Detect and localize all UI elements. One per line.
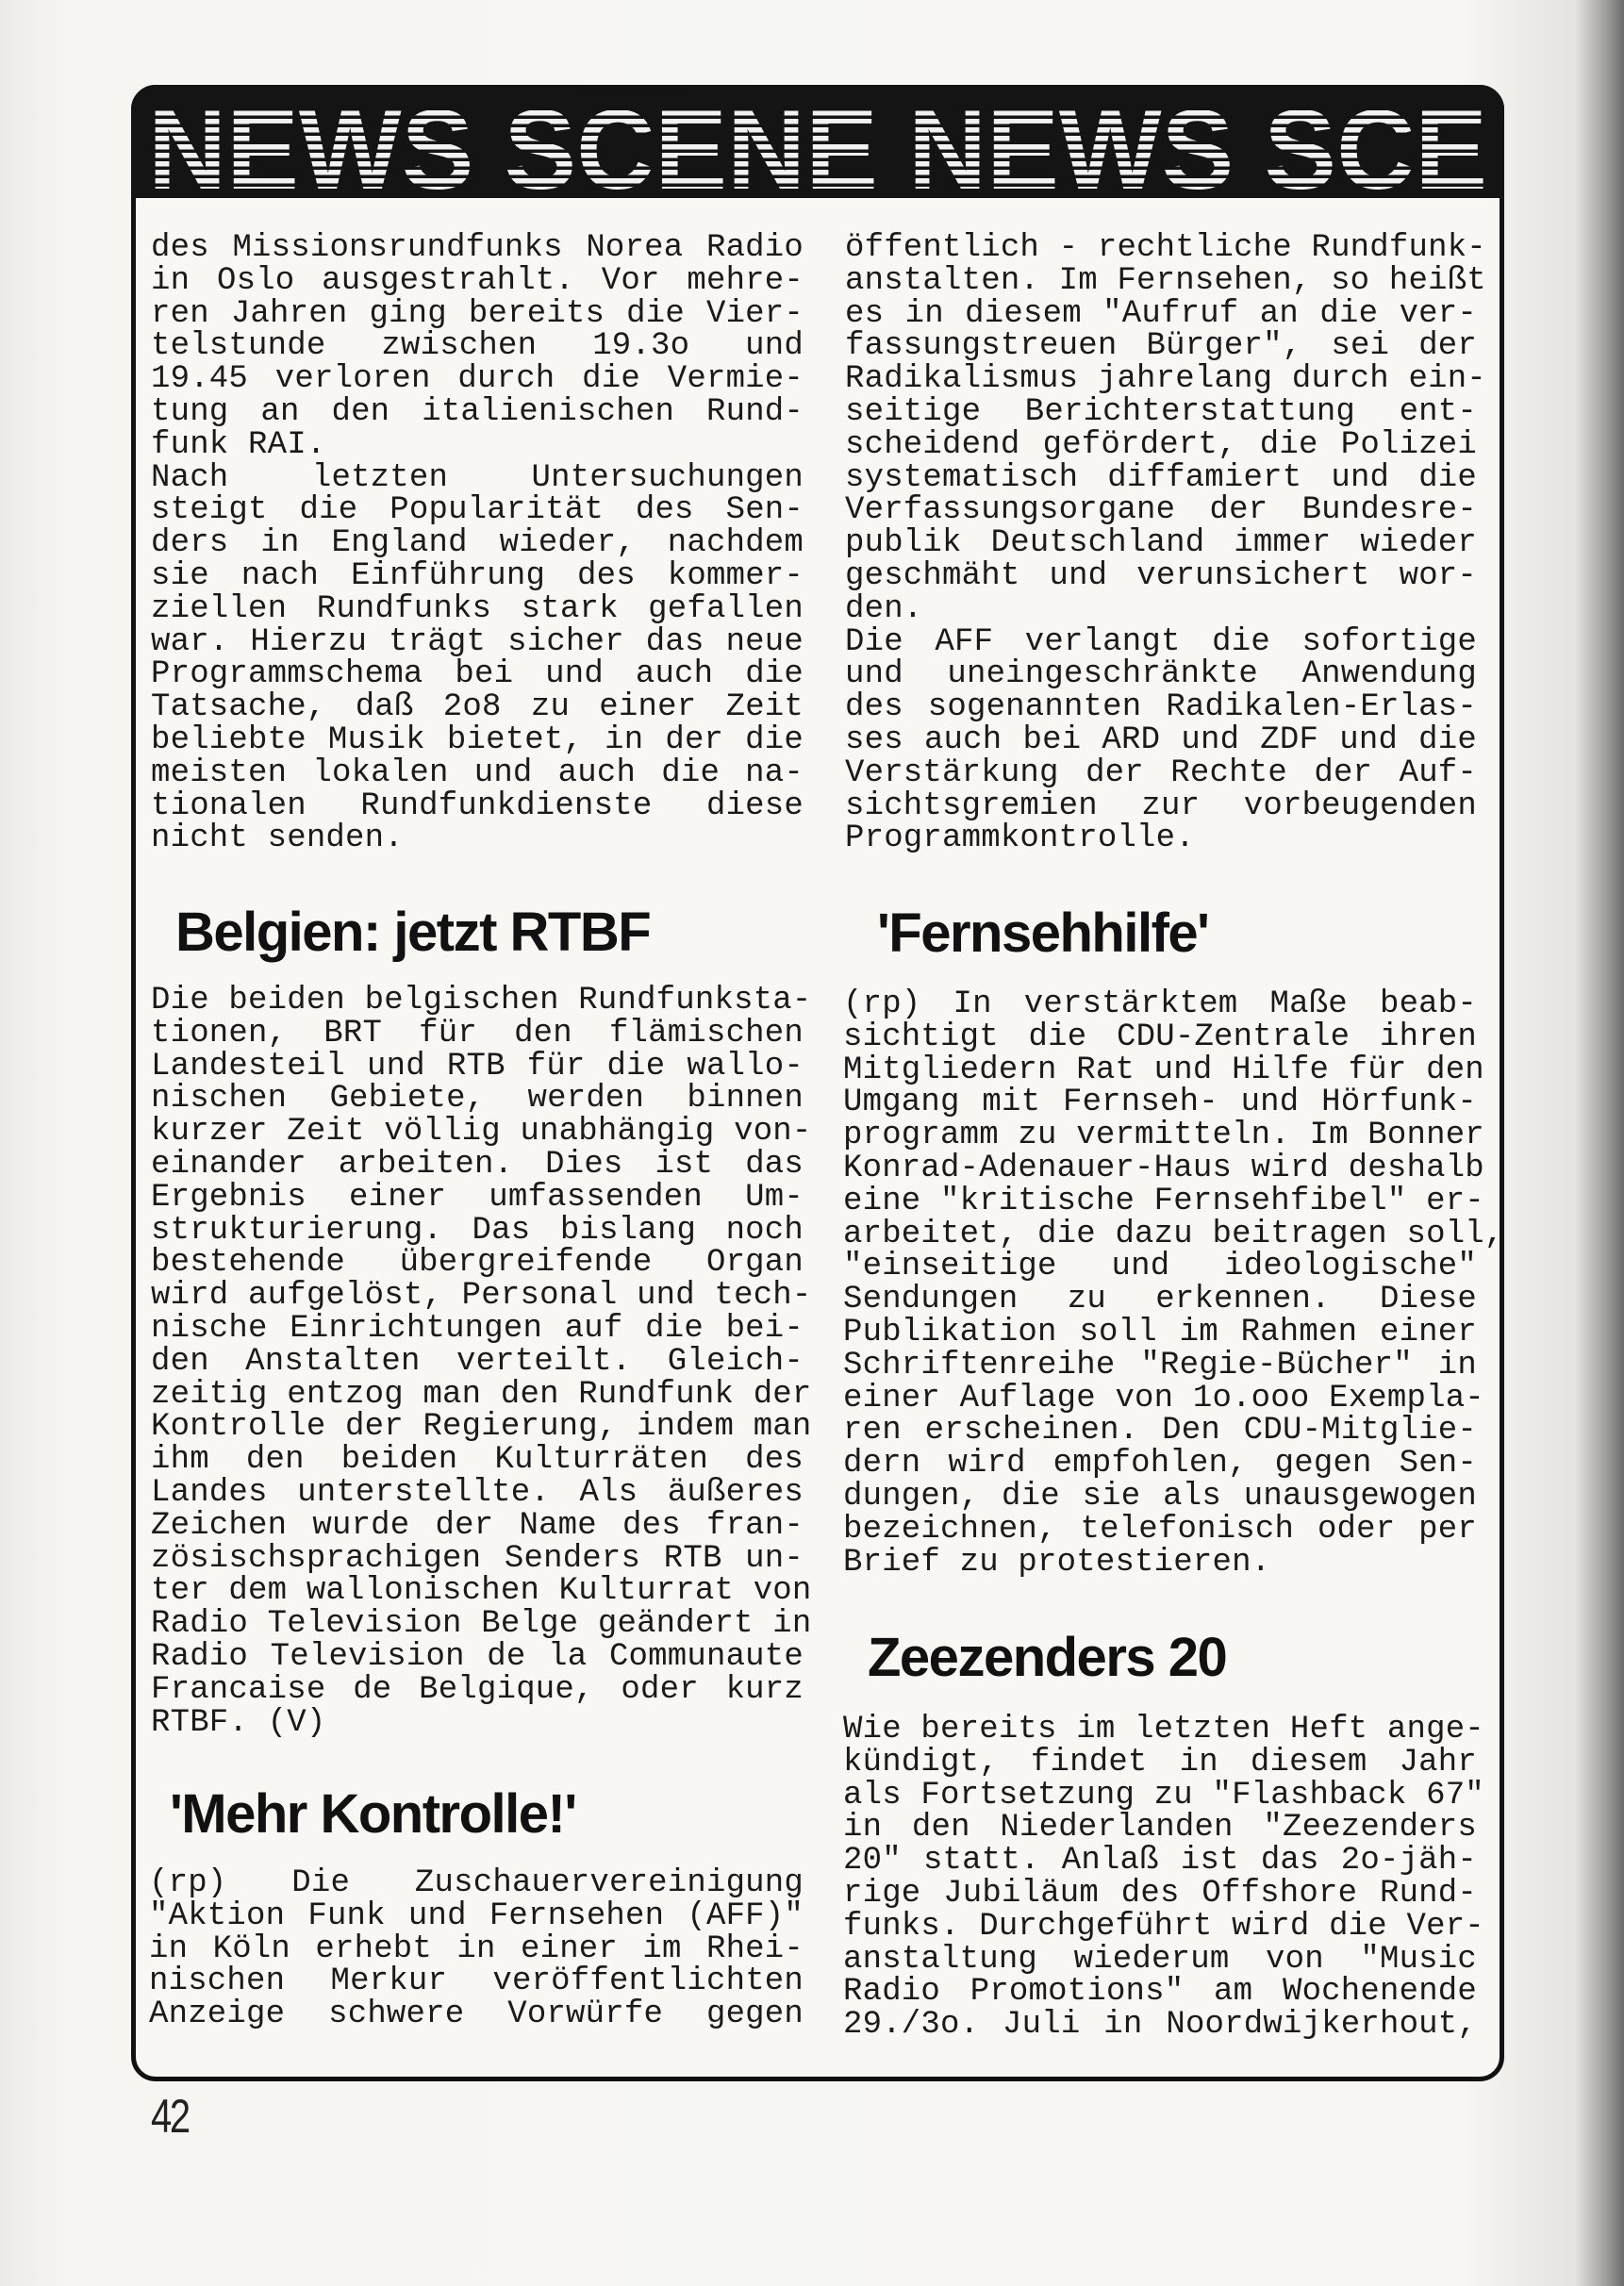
article-zeezenders-body — [843, 1712, 1484, 2044]
text-line: funk RAI. — [151, 426, 326, 463]
text-line: funks. Durchgeführt wird die Ver- — [843, 1908, 1484, 1945]
heading-belgien: Belgien: jetzt RTBF — [175, 902, 651, 963]
text-line: Sendungen zu erkennen. Diese — [843, 1282, 1477, 1318]
text-line: Zeichen wurde der Name des fran- — [151, 1507, 804, 1544]
text-line: in Oslo ausgestrahlt. Vor mehre- — [151, 262, 804, 299]
news-scene-banner — [131, 85, 1504, 198]
heading-zeezenders: Zeezenders 20 — [868, 1627, 1227, 1688]
text-line: ren Jahren ging bereits die Vier- — [151, 295, 804, 332]
text-line: seitige Berichterstattung ent- — [845, 393, 1477, 430]
text-line: einander arbeiten. Dies ist das — [151, 1146, 804, 1183]
text-line: Kontrolle der Regierung, indem man — [151, 1409, 812, 1446]
text-line: wird aufgelöst, Personal und tech- — [151, 1278, 812, 1315]
heading-mehr-kontrolle: 'Mehr Kontrolle!' — [170, 1783, 576, 1845]
article-mehr-kontrolle-body — [149, 1867, 804, 2031]
text-line: zösischsprachigen Senders RTB un- — [151, 1540, 804, 1577]
text-line: programm zu vermitteln. Im Bonner — [843, 1118, 1484, 1154]
text-line: einer Auflage von 1o.ooo Exempla- — [843, 1380, 1484, 1416]
text-line: ren erscheinen. Den CDU-Mitglie- — [843, 1413, 1477, 1449]
text-line: und uneingeschränkte Anwendung — [845, 656, 1477, 693]
text-line: Wie bereits im letzten Heft ange- — [843, 1712, 1484, 1748]
text-line: publik Deutschland immer wieder — [845, 525, 1477, 562]
text-line: sie nach Einführung des kommer- — [151, 557, 804, 594]
text-line: "Aktion Funk und Fernsehen (AFF)" — [149, 1897, 804, 1934]
text-line: es in diesem "Aufruf an die ver- — [845, 295, 1477, 332]
text-line: in den Niederlanden "Zeezenders — [843, 1810, 1477, 1847]
text-line: (rp) Die Zuschauervereinigung — [149, 1865, 804, 1901]
text-line: sichtsgremien zur vorbeugenden — [845, 787, 1477, 824]
text-line: Die AFF verlangt die sofortige — [845, 623, 1477, 660]
text-line: rige Jubiläum des Offshore Rund- — [843, 1875, 1477, 1912]
text-line: sichtigt die CDU-Zentrale ihren — [843, 1019, 1477, 1055]
page-number: 42 — [151, 2090, 189, 2143]
text-line: bestehende übergreifende Organ — [151, 1245, 804, 1282]
text-line: den Anstalten verteilt. Gleich- — [151, 1343, 804, 1380]
text-line: Anzeige schwere Vorwürfe gegen — [149, 1996, 804, 2033]
text-line: den. — [845, 590, 923, 627]
text-line: ter dem wallonischen Kulturrat von — [151, 1573, 812, 1610]
text-line: als Fortsetzung zu "Flashback 67" — [843, 1777, 1484, 1814]
text-line: arbeitet, die dazu beitragen soll, — [843, 1216, 1504, 1252]
text-line: ziellen Rundfunks stark gefallen — [151, 590, 804, 627]
text-line: meisten lokalen und auch die na- — [151, 754, 804, 791]
text-line: Verstärkung der Rechte der Auf- — [845, 754, 1477, 791]
right-intro — [845, 230, 1486, 857]
text-line: steigt die Popularität des Sen- — [151, 492, 804, 529]
text-line: 29./3o. Juli in Noordwijkerhout, — [843, 2007, 1477, 2044]
text-line: Brief zu protestieren. — [843, 1544, 1271, 1581]
text-line: in Köln erhebt in einer im Rhei- — [149, 1930, 804, 1967]
text-line: Radio Promotions" am Wochenende — [843, 1974, 1477, 2011]
text-line: nische Einrichtungen auf die bei- — [151, 1310, 804, 1347]
text-line: zeitig entzog man den Rundfunk der — [151, 1376, 812, 1413]
text-line: Tatsache, daß 2o8 zu einer Zeit — [151, 689, 804, 726]
text-line: Schriftenreihe "Regie-Bücher" in — [843, 1347, 1477, 1383]
text-line: war. Hierzu trägt sicher das neue — [151, 623, 804, 660]
text-line: geschmäht und verunsichert wor- — [845, 557, 1477, 594]
text-line: Publikation soll im Rahmen einer — [843, 1314, 1477, 1350]
text-line: systematisch diffamiert und die — [845, 459, 1477, 496]
text-line: anstalten. Im Fernsehen, so heißt — [845, 262, 1486, 299]
text-line: ses auch bei ARD und ZDF und die — [845, 721, 1477, 758]
text-line: tung an den italienischen Rund- — [151, 393, 804, 430]
text-line: "einseitige und ideologische" — [843, 1249, 1477, 1285]
text-line: Radikalismus jahrelang durch ein- — [845, 361, 1486, 398]
text-line: 19.45 verloren durch die Vermie- — [151, 361, 804, 398]
text-line: Francaise de Belgique, oder kurz — [151, 1671, 804, 1708]
heading-fernsehhilfe: 'Fernsehhilfe' — [877, 903, 1209, 964]
text-line: eine "kritische Fernsehfibel" er- — [843, 1183, 1484, 1219]
text-line: des sogenannten Radikalen-Erlas- — [845, 689, 1477, 726]
text-line: öffentlich - rechtliche Rundfunk- — [845, 230, 1486, 266]
text-line: 20" statt. Anlaß ist das 2o-jäh- — [843, 1843, 1477, 1880]
text-line: fassungstreuen Bürger", sei der — [845, 328, 1477, 365]
text-line: tionen, BRT für den flämischen — [151, 1015, 804, 1052]
text-line: Die beiden belgischen Rundfunksta- — [151, 983, 812, 1019]
text-line: beliebte Musik bietet, in der die — [151, 721, 804, 758]
text-line: strukturierung. Das bislang noch — [151, 1212, 804, 1249]
text-line: (rp) In verstärktem Maße beab- — [843, 986, 1477, 1022]
article-belgien-body — [151, 983, 812, 1741]
text-line: Landesteil und RTB für die wallo- — [151, 1048, 804, 1085]
text-line: RTBF. (V) — [151, 1704, 326, 1741]
text-line: Nach letzten Untersuchungen — [151, 459, 804, 496]
text-line: nicht senden. — [151, 820, 404, 857]
text-line: scheidend gefördert, die Polizei — [845, 426, 1477, 463]
text-line: nischen Merkur veröffentlichten — [149, 1963, 804, 2000]
text-line: telstunde zwischen 19.3o und — [151, 328, 804, 365]
text-line: ders in England wieder, nachdem — [151, 525, 804, 562]
text-line: tionalen Rundfunkdienste diese — [151, 787, 804, 824]
text-line: Ergebnis einer umfassenden Um- — [151, 1179, 804, 1216]
text-line: nischen Gebiete, werden binnen — [151, 1081, 804, 1118]
left-intro — [151, 232, 804, 855]
text-line: Mitgliedern Rat und Hilfe für den — [843, 1052, 1484, 1088]
text-line: kurzer Zeit völlig unabhängig von- — [151, 1114, 812, 1151]
text-line: bezeichnen, telefonisch oder per — [843, 1511, 1477, 1548]
article-fernsehhilfe-body — [843, 986, 1504, 1581]
text-line: Konrad-Adenauer-Haus wird deshalb — [843, 1150, 1484, 1186]
text-line: des Missionsrundfunks Norea Radio — [151, 230, 804, 266]
text-line: kündigt, findet in diesem Jahr — [843, 1744, 1477, 1781]
text-line: Verfassungsorgane der Bundesre- — [845, 492, 1477, 529]
text-line: Programmkontrolle. — [845, 820, 1195, 857]
text-line: dungen, die sie als unausgewogen — [843, 1478, 1477, 1515]
text-line: dern wird empfohlen, gegen Sen- — [843, 1446, 1477, 1483]
text-line: Umgang mit Fernseh- und Hörfunk- — [843, 1085, 1477, 1121]
text-line: Landes unterstellte. Als äußeres — [151, 1474, 804, 1511]
text-line: anstaltung wiederum von "Music — [843, 1941, 1477, 1978]
text-line: ihm den beiden Kulturräten des — [151, 1442, 804, 1479]
banner-text: NEWS SCENE NEWS SCE — [148, 87, 1487, 198]
text-line: Radio Television de la Communaute — [151, 1638, 804, 1675]
banner-logo — [131, 85, 1504, 198]
text-line: Programmschema bei und auch die — [151, 656, 804, 693]
text-line: Radio Television Belge geändert in — [151, 1606, 812, 1643]
